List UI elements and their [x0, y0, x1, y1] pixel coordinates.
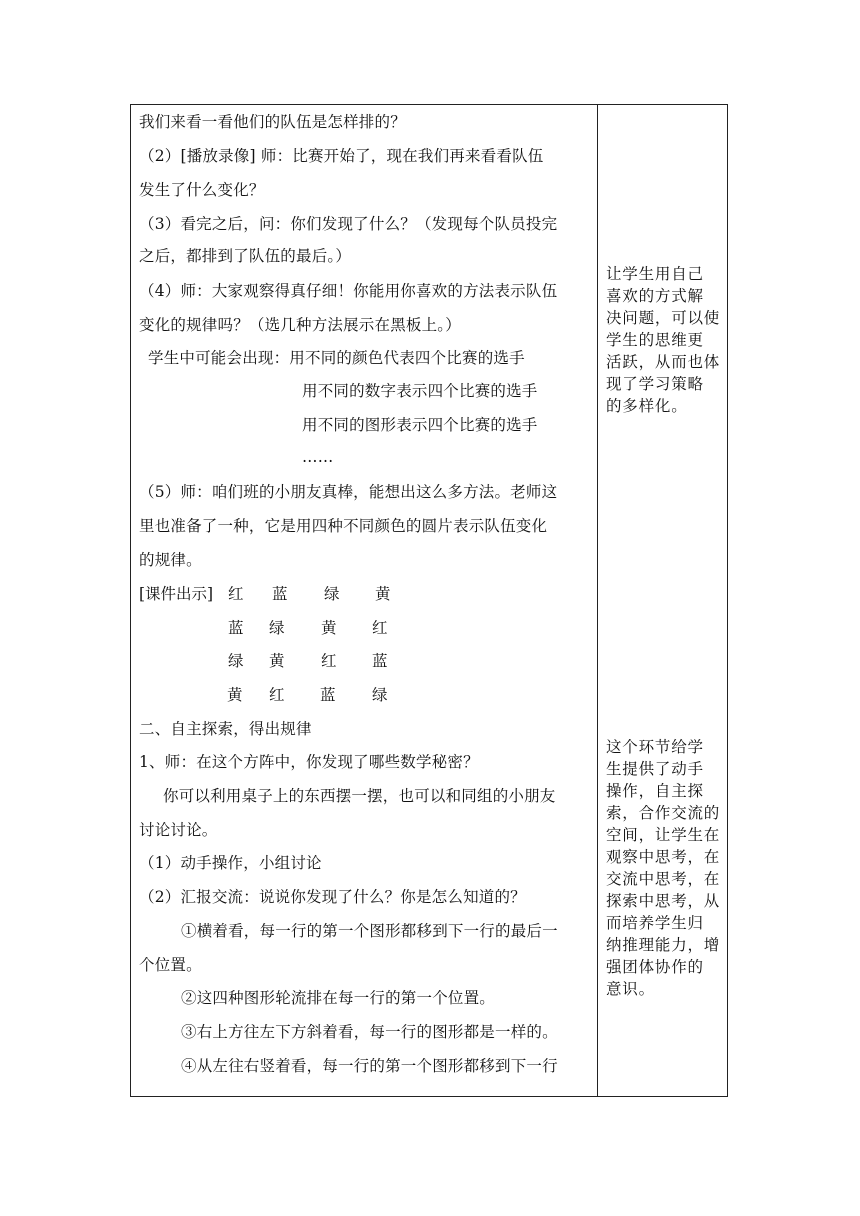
text-line: 用不同的数字表示四个比赛的选手	[302, 382, 538, 400]
grid-cell: 红	[228, 585, 244, 603]
side-note-line: 生提供了动手	[606, 760, 704, 778]
text-line: 里也准备了一种，它是用四种不同颜色的圆片表示队伍变化	[139, 517, 548, 535]
grid-cell: 蓝	[228, 619, 244, 637]
text-line: ④从左往右竖着看，每一行的第一个图形都移到下一行	[181, 1057, 558, 1075]
side-note-line: 操作，自主探	[606, 782, 704, 800]
text-line: 发生了什么变化？	[139, 181, 265, 199]
grid-cell: 黄	[269, 652, 285, 670]
text-line: （2）汇报交流：说说你发现了什么？你是怎么知道的？	[139, 888, 526, 906]
grid-cell: 红	[372, 619, 388, 637]
side-note-line: 探索中思考，从	[606, 892, 721, 910]
grid-cell: 蓝	[372, 652, 388, 670]
text-line: 讨论讨论。	[139, 821, 218, 839]
side-note-line: 强团体协作的	[606, 958, 704, 976]
grid-cell: 黄	[375, 585, 391, 603]
grid-cell: 绿	[324, 585, 340, 603]
side-note-line: 交流中思考，在	[606, 870, 721, 888]
side-note-line: 空间，让学生在	[606, 826, 721, 844]
text-line: 我们来看一看他们的队伍是怎样排的？	[139, 113, 406, 131]
side-note-line: 学生的思维更	[606, 331, 704, 349]
text-line: 个位置。	[139, 956, 202, 974]
text-line: ②这四种图形轮流排在每一行的第一个位置。	[181, 989, 496, 1007]
grid-cell: 绿	[269, 619, 285, 637]
text-line: 1、师：在这个方阵中，你发现了哪些数学秘密？	[139, 753, 479, 771]
grid-cell: 红	[269, 686, 285, 704]
text-line: ①横着看，每一行的第一个图形都移到下一行的最后一	[181, 922, 558, 940]
side-note-line: 活跃，从而也体	[606, 353, 721, 371]
side-note-line: 观察中思考，在	[606, 848, 721, 866]
side-note-line: 而培养学生归	[606, 914, 704, 932]
text-line: 学生中可能会出现：用不同的颜色代表四个比赛的选手	[148, 349, 525, 367]
courseware-label: [课件出示]	[139, 585, 214, 603]
text-line: （5）师：咱们班的小朋友真棒，能想出这么多方法。老师这	[139, 483, 558, 501]
grid-cell: 蓝	[272, 585, 288, 603]
grid-cell: 蓝	[320, 686, 336, 704]
grid-cell: 红	[321, 652, 337, 670]
text-line: 你可以利用桌子上的东西摆一摆，也可以和同组的小朋友	[163, 787, 556, 805]
side-note-line: 喜欢的方式解	[606, 287, 704, 305]
text-line: 的规律。	[139, 551, 202, 569]
grid-cell: 绿	[372, 686, 388, 704]
grid-cell: 绿	[228, 652, 244, 670]
text-line: 变化的规律吗？（选几种方法展示在黑板上。）	[139, 316, 461, 334]
text-line: ③右上方往左下方斜着看，每一行的图形都是一样的。	[181, 1023, 558, 1041]
side-note-line: 现了学习策略	[606, 375, 704, 393]
side-note-line: 索，合作交流的	[606, 804, 721, 822]
section-heading: 二、自主探索，得出规律	[139, 720, 312, 738]
grid-cell: 黄	[227, 686, 243, 704]
grid-cell: 黄	[321, 619, 337, 637]
side-note-line: 意识。	[606, 980, 655, 998]
side-note-line: 的多样化。	[606, 397, 688, 415]
column-divider	[597, 104, 598, 1097]
text-line: （2）[播放录像] 师：比赛开始了，现在我们再来看看队伍	[139, 147, 544, 165]
text-line: （3）看完之后，问：你们发现了什么？（发现每个队员投完	[139, 215, 558, 233]
ellipsis: ……	[302, 448, 334, 466]
text-line: 用不同的图形表示四个比赛的选手	[302, 416, 538, 434]
side-note-line: 决问题，可以使	[606, 309, 721, 327]
text-line: （1）动手操作，小组讨论	[139, 854, 322, 872]
side-note-line: 纳推理能力，增	[606, 936, 721, 954]
text-line: （4）师：大家观察得真仔细！你能用你喜欢的方法表示队伍	[139, 282, 558, 300]
text-line: 之后，都排到了队伍的最后。）	[139, 247, 352, 265]
side-note-line: 这个环节给学	[606, 738, 704, 756]
side-note-line: 让学生用自己	[606, 265, 704, 283]
